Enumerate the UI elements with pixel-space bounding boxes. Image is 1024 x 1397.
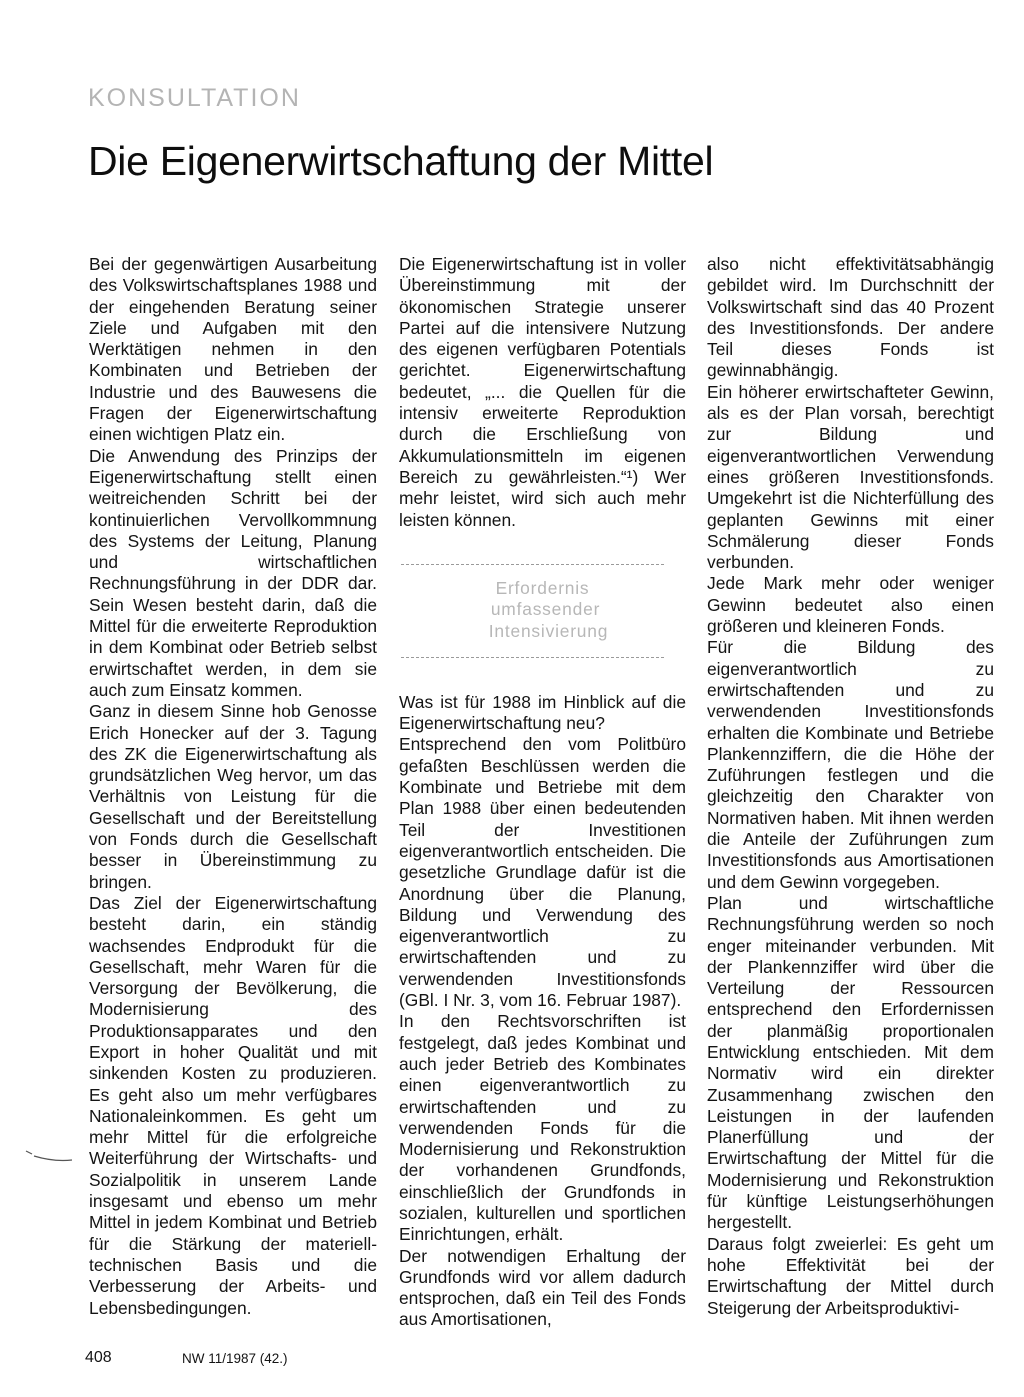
paragraph: Die Anwendung des Prinzips der Eigenerwirtschaftung stellt einen weitreichenden Schritt bei der kontinuierlichen Vervollkommnung des Systems der Leitung, Planung und wirtschaftlichen Rechnungsführung in der DDR dar. Sein Wesen besteht darin, daß die Mittel für die erweiterte Reproduktion in dem Kombinat oder Betrieb selbst erwirtschaftet werden, in dem sie auch zum Einsatz kommen. (89, 445, 377, 700)
section-kicker: KONSULTATION (88, 84, 301, 112)
pull-quote-line: umfassender (490, 599, 601, 620)
paragraph: Ganz in diesem Sinne hob Genosse Erich Honecker auf der 3. Tagung des ZK die Eigenerwirtschaftung als grundsätzlichen Weg hervor, um das Verhältnis von Leistung für die Gesellschaft und der Bereitstellung von Fonds durch die Gesellschaft besser in Übereinstimmung zu bringen. (89, 701, 377, 892)
divider-bottom (401, 657, 664, 658)
text-column-3 (707, 254, 994, 1319)
paragraph: Jede Mark mehr oder weniger Gewinn bedeutet also einen größeren und kleineren Fonds. (707, 573, 994, 637)
page-number: 408 (85, 1349, 112, 1366)
paragraph: Ein höherer erwirtschafteter Gewinn, als es der Plan vorsah, berechtigt zur Bildung und eigenverantwortlichen Verwendung eines größeren Investitionsfonds. Umgekehrt ist die Nichterfüllung des geplanten Gewinns mit einer Schmälerung dieser Fonds verbunden. (707, 381, 994, 573)
pull-quote-box (399, 539, 686, 686)
paragraph: Bei der gegenwärtigen Ausarbeitung des Volkswirtschaftsplanes 1988 und der eingehenden Beratung seiner Ziele und Aufgaben mit den Werktätigen nehmen in den Kombinaten und Betrieben der Industrie und des Bauwesens die Fragen der Eigenerwirtschaftung einen wichtigen Platz ein. (89, 254, 377, 445)
margin-mark (24, 1148, 74, 1164)
paragraph: also nicht effektivitätsabhängig gebildet wird. Im Durchschnitt der Volkswirtschaft sind das 40 Prozent des Investitionsfonds. Der andere Teil dieses Fonds ist gewinnabhängig. (707, 254, 994, 381)
article-title: Die Eigenerwirtschaftung der Mittel (88, 138, 714, 184)
paragraph: Plan und wirtschaftliche Rechnungsführung werden so noch enger miteinander verbunden. Mit der Plankennziffer wird über die Verteilung der Ressourcen entsprechend den Erfordernissen der planmäßig proportionalen Entwicklung entschieden. Mit dem Normativ wird ein direkter Zusammenhang zwischen den Leistungen in der laufenden Planerfüllung und der Erwirtschaftung der Mittel für die Modernisierung und Rekonstruktion für künftige Leistungserhöhungen hergestellt. (707, 892, 994, 1233)
pull-quote-line: Erfordernis (495, 577, 590, 598)
pull-quote-line: Intensivierung (488, 620, 609, 641)
divider-top (401, 564, 664, 565)
paragraph: Für die Bildung des eigenverantwortlich zu erwirtschaftenden und zu verwendenden Investitionsfonds erhalten die Kombinate und Betriebe Plankennziffern, die die Höhe der Zuführungen festlegen und die gleichzeitig den Charakter von Normativen haben. Mit ihnen werden die Anteile der Zuführungen zum Investitionsfonds aus Amortisationen und dem Gewinn vorgegeben. (707, 637, 994, 892)
section-question: Was ist für 1988 im Hinblick auf die Eigenerwirtschaftung neu? (399, 691, 686, 734)
paragraph: In den Rechtsvorschriften ist festgelegt, daß jedes Kombinat und auch jeder Betrieb des Kombinates einen eigenverantwortlich zu erwirtschaftenden und zu verwendenden Fonds für die Modernisierung und Rekonstruktion der vorhandenen Grundfonds, einschließlich der Grundfonds in sozialen, kulturellen und sportlichen Einrichtungen, erhält. (399, 1011, 686, 1245)
paragraph: Entsprechend den vom Politbüro gefaßten Beschlüssen werden die Kombinate und Betriebe mit dem Plan 1988 über einen bedeutenden Teil der Investitionen eigenverantwortlich entscheiden. Die gesetzliche Grundlage dafür ist die Anordnung über die Planung, Bildung und Verwendung des eigenverantwortlich zu erwirtschaftenden und zu verwendenden Investitionsfonds (GBl. I Nr. 3, vom 16. Februar 1987). (399, 734, 686, 1011)
paragraph: Die Eigenerwirtschaftung ist in voller Übereinstimmung mit der ökonomischen Strategie unserer Partei auf die intensivere Nutzung des eigenen verfügbaren Potentials gerichtet. Eigenerwirtschaftung bedeutet, „... die Quellen für die intensiv erweiterte Reproduktion durch die Erschließung von Akkumulationsmitteln im eigenen Bereich zu gewährleisten.“¹) Wer mehr leistet, wird sich auch mehr leisten können. (399, 254, 686, 530)
text-column-1 (89, 254, 377, 1319)
pull-quote (399, 578, 686, 643)
paragraph: Der notwendigen Erhaltung der Grundfonds wird vor allem dadurch entsprochen, daß ein Teil des Fonds aus Amortisationen, (399, 1245, 686, 1330)
text-column-2 (399, 254, 686, 1331)
paragraph: Das Ziel der Eigenerwirtschaftung besteht darin, ein ständig wachsendes Endprodukt für die Gesellschaft, mehr Waren für die Versorgung der Bevölkerung, die Modernisierung des Produktionsapparates und den Export in hoher Qualität und mit sinkenden Kosten zu produzieren. Es geht also um mehr verfügbares Nationaleinkommen. Es geht um mehr Mittel für die erfolgreiche Weiterführung der Wirtschafts- und Sozialpolitik in unserem Lande insgesamt und ebenso um mehr Mittel in jedem Kombinat und Betrieb für die Stärkung der materiell-technischen Basis und die Verbesserung der Arbeits- und Lebensbedingungen. (89, 892, 377, 1318)
issue-label: NW 11/1987 (42.) (182, 1351, 288, 1366)
paragraph: Daraus folgt zweierlei: Es geht um hohe Effektivität bei der Erwirtschaftung der Mittel durch Steigerung der Arbeitsproduktivi- (707, 1233, 994, 1318)
